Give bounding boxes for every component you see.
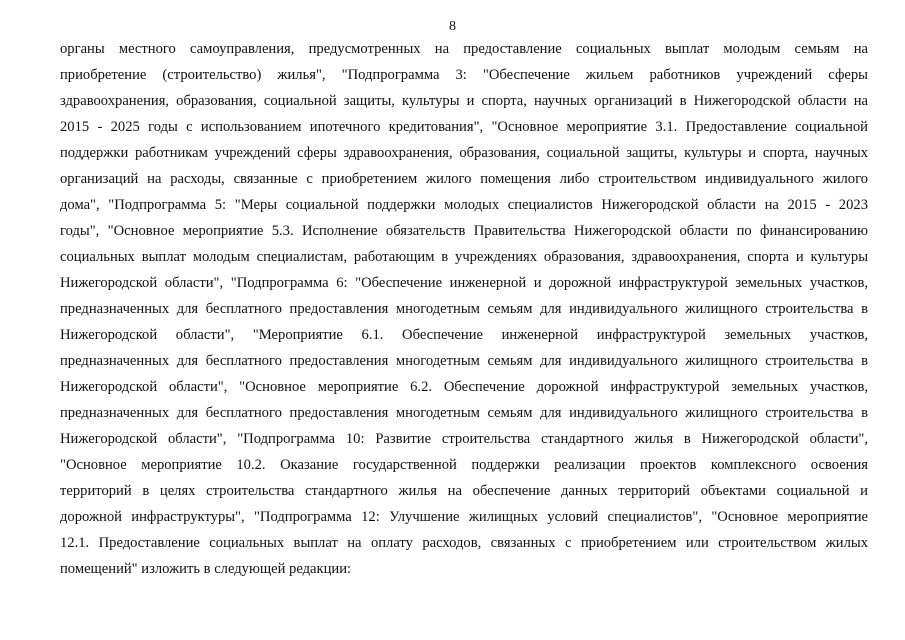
paragraph-line: 2015 - 2025 годы с использованием ипотечного кредитования", "Основное мероприятие 3.1. Предоставление социальной [60,119,868,135]
paragraph-line: здравоохранения, образования, социальной защиты, культуры и спорта, научных организаций в Нижегородской области на [60,93,868,109]
paragraph-line: Нижегородской области", "Мероприятие 6.1. Обеспечение инженерной инфраструктурой земельных участков, [60,327,868,343]
body-paragraph [60,36,868,582]
paragraph-line: дома", "Подпрограмма 5: "Меры социальной поддержки молодых специалистов Нижегородской области на 2015 - 2023 [60,197,868,213]
paragraph-line: помещений" изложить в следующей редакции: [60,561,352,577]
paragraph-line: организаций на расходы, связанные с приобретением жилого помещения либо строительством индивидуального жилого [60,171,868,187]
paragraph-line: поддержки работникам учреждений сферы здравоохранения, образования, социальной защиты, культуры и спорта, научных [60,145,868,161]
paragraph-line: территорий в целях строительства стандартного жилья на обеспечение данных территорий объектами социальной и [60,483,868,499]
paragraph-line: "Основное мероприятие 10.2. Оказание государственной поддержки реализации проектов комплексного освоения [60,457,868,473]
paragraph-line: дорожной инфраструктуры", "Подпрограмма 12: Улучшение жилищных условий специалистов", "Основное мероприятие [60,509,868,525]
page-number: 8 [449,19,456,34]
paragraph-line: годы", "Основное мероприятие 5.3. Исполнение обязательств Правительства Нижегородской области по финансированию [60,223,868,239]
paragraph-line: органы местного самоуправления, предусмотренных на предоставление социальных выплат молодым семьям на [60,41,868,57]
paragraph-line: социальных выплат молодым специалистам, работающим в учреждениях образования, здравоохранения, спорта и культуры [60,249,868,265]
paragraph-line: Нижегородской области", "Основное мероприятие 6.2. Обеспечение дорожной инфраструктурой земельных участков, [60,379,868,395]
paragraph-line: предназначенных для бесплатного предоставления многодетным семьям для индивидуального жилищного строительства в [60,301,868,317]
paragraph-line: Нижегородской области", "Подпрограмма 6: "Обеспечение инженерной и дорожной инфраструктурой земельных участков, [60,275,868,291]
paragraph-line: предназначенных для бесплатного предоставления многодетным семьям для индивидуального жилищного строительства в [60,353,868,369]
paragraph-line: приобретение (строительство) жилья", "Подпрограмма 3: "Обеспечение жильем работников учреждений сферы [60,67,868,83]
paragraph-line: Нижегородской области", "Подпрограмма 10: Развитие строительства стандартного жилья в Нижегородской области", [60,431,868,447]
paragraph-line: предназначенных для бесплатного предоставления многодетным семьям для индивидуального жилищного строительства в [60,405,868,421]
paragraph-line: 12.1. Предоставление социальных выплат на оплату расходов, связанных с приобретением или строительством жилых [60,535,868,551]
